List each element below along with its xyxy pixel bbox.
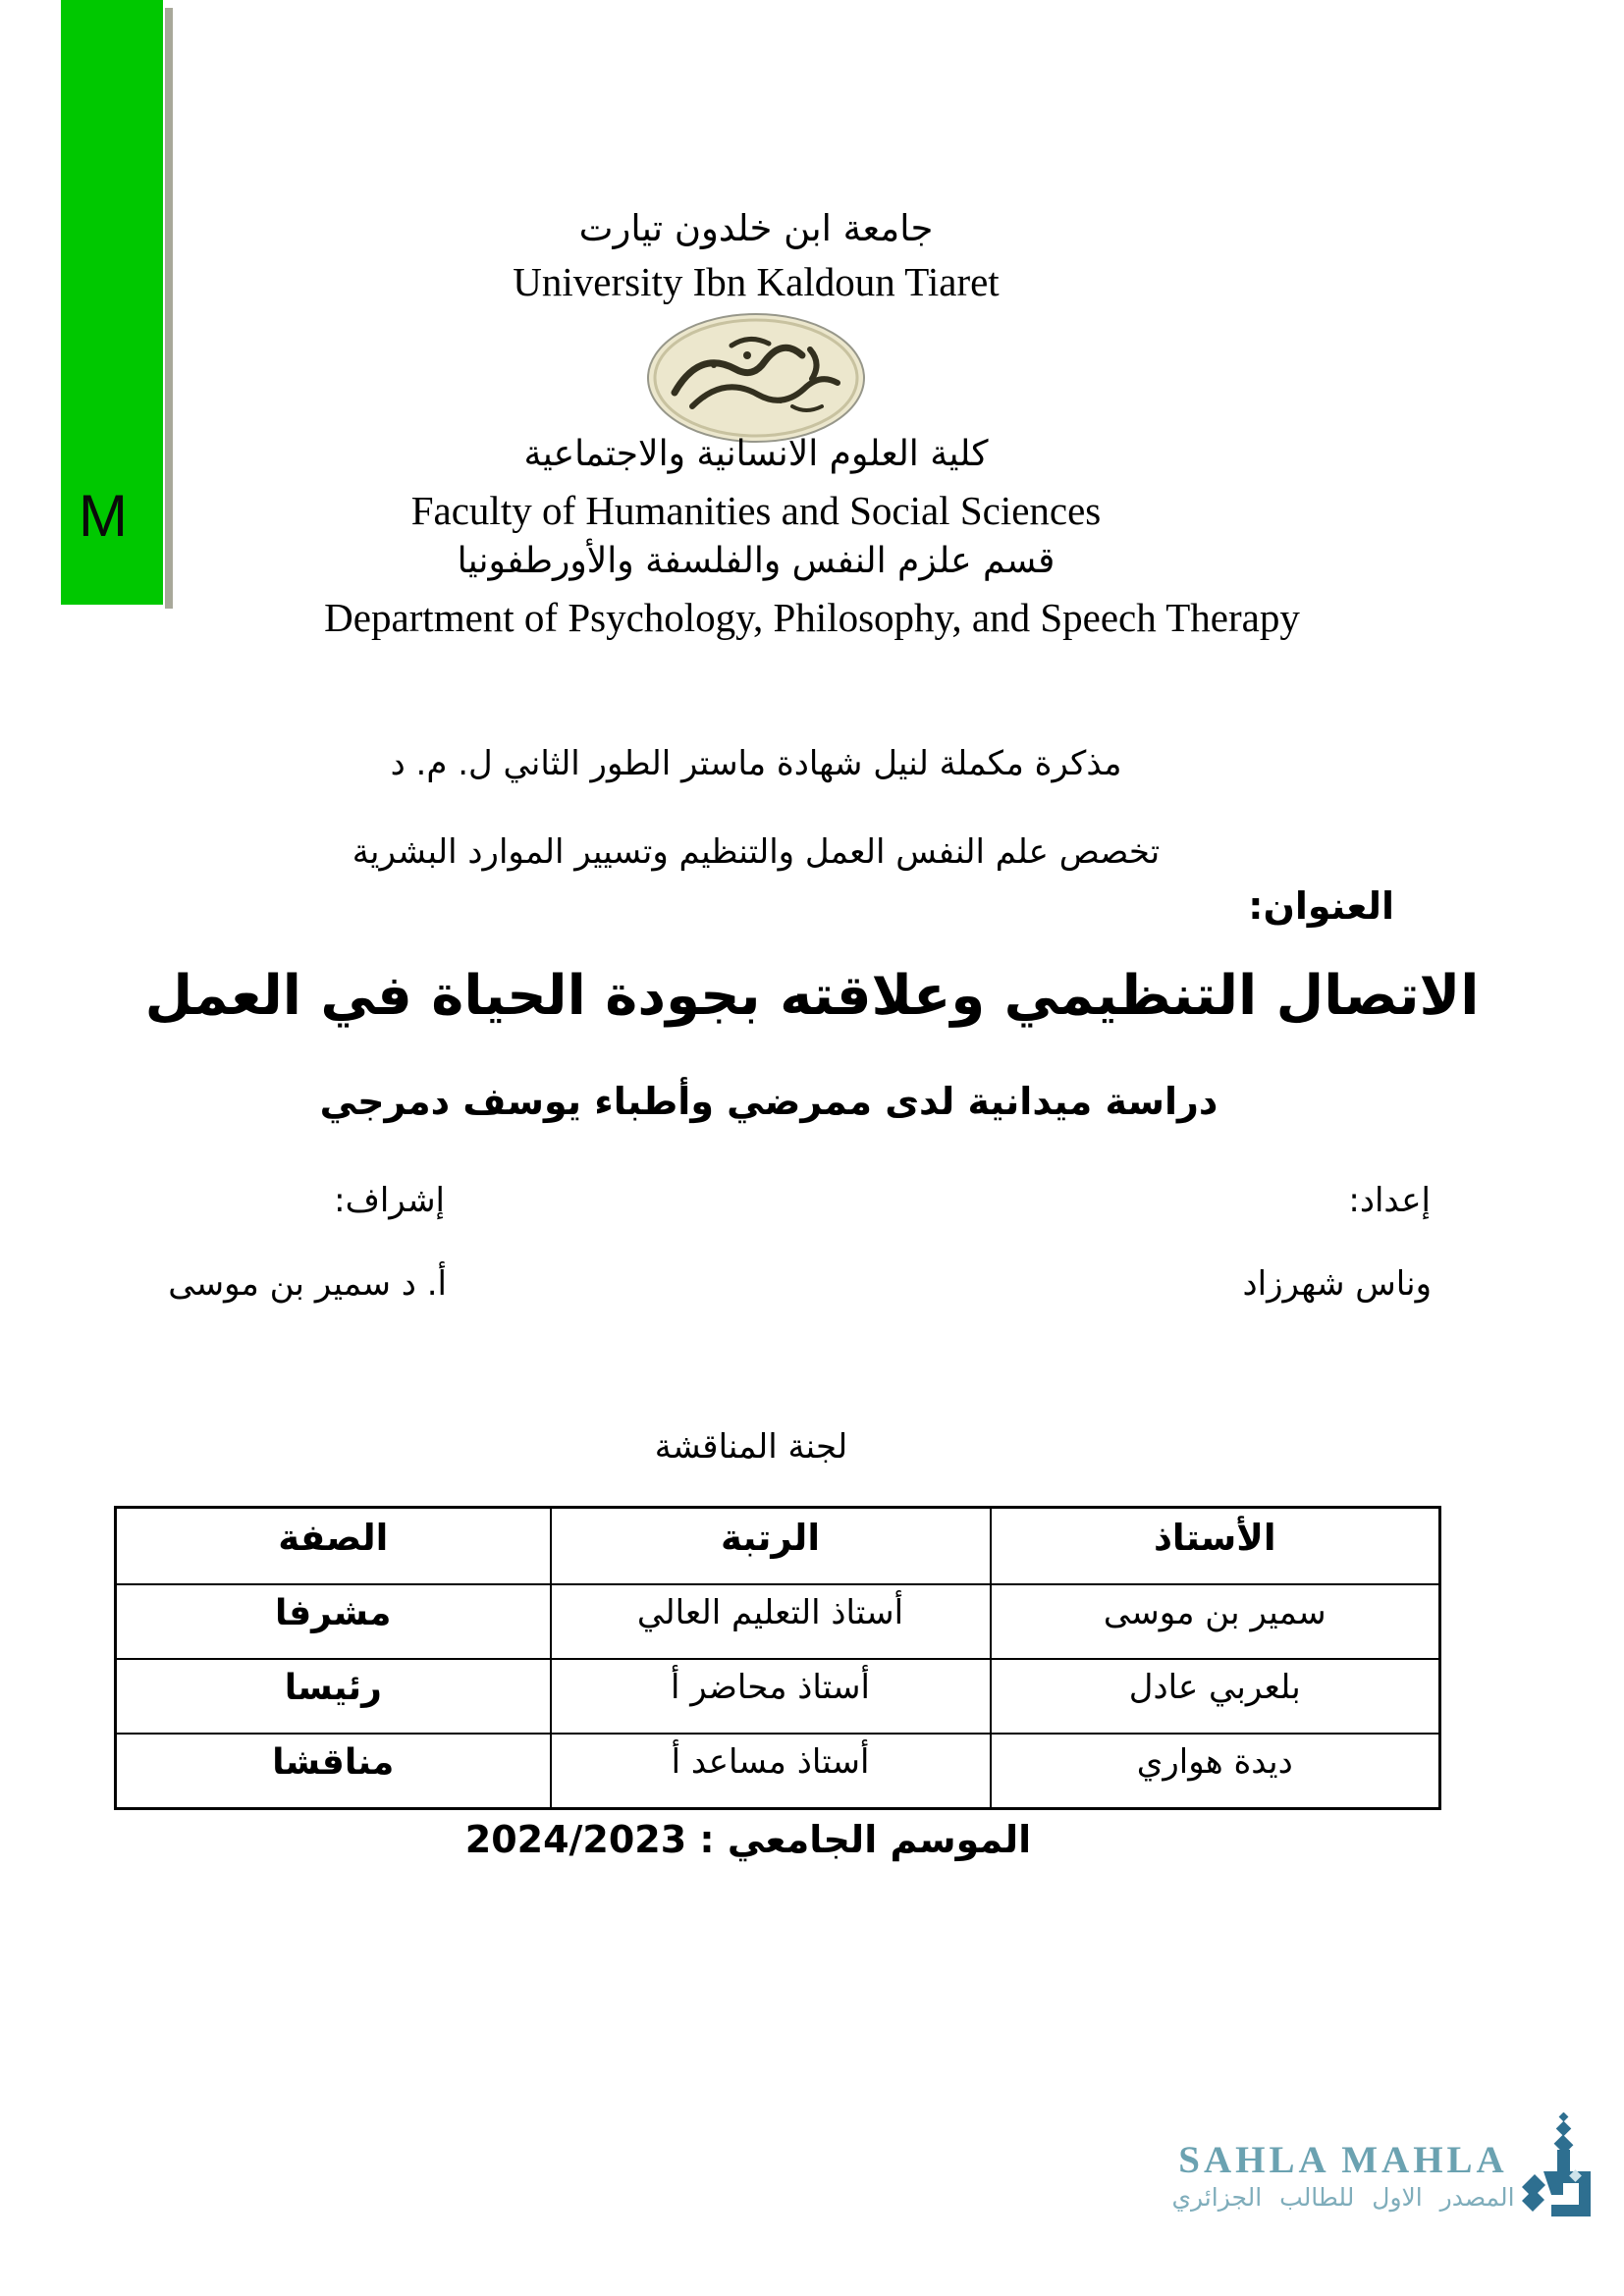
column-header-role: الصفة [116,1508,551,1585]
sahla-mahla-watermark [1170,2112,1612,2235]
professor-rank: أستاذ محاضر أ [551,1659,991,1734]
bookmark-letter: M [79,483,128,549]
watermark-brand: SAHLA MAHLA [1178,2139,1508,2181]
seal-image [645,310,867,446]
committee-header-row [116,1508,1440,1585]
title-label: العنوان: [1248,884,1394,928]
watermark-tagline: المصدر الاول للطالب الجزائري [1171,2183,1515,2212]
faculty-name-english: Faculty of Humanities and Social Sciences [410,488,1102,533]
university-name-arabic: جامعة ابن خلدون تيارت [578,207,934,249]
committee-table [114,1506,1441,1810]
table-row [116,1584,1440,1659]
university-seal-logo [645,310,867,446]
thesis-subtitle: دراسة ميدانية لدى ممرضي وأطباء يوسف دمرجي [319,1080,1218,1123]
committee-heading: لجنة المناقشة [654,1427,848,1467]
thesis-title: الاتصال التنظيمي وعلاقته بجودة الحياة في العمل [144,964,1480,1028]
department-name-arabic: قسم علزم النفس والفلسفة والأورطفونيا [457,541,1056,581]
thesis-type-line: مذكرة مكملة لنيل شهادة ماستر الطور الثاني ل. م. د [390,744,1122,783]
professor-rank: أستاذ التعليم العالي [551,1584,991,1659]
watermark-text-block [1170,2139,1516,2212]
professor-role: مناقشا [116,1734,551,1809]
supervisor-name: أ. د سمير بن موسى [168,1264,447,1304]
column-header-rank: الرتبة [551,1508,991,1585]
column-header-professor: الأستاذ [991,1508,1440,1585]
department-name-english: Department of Psychology, Philosophy, and Speech Therapy [324,595,1300,640]
professor-role: رئيسا [116,1659,551,1734]
thesis-specialty-line: تخصص علم النفس العمل والتنظيم وتسيير الموارد البشرية [352,832,1161,872]
student-name: وناس شهرزاد [1242,1264,1432,1304]
academic-year: الموسم الجامعي : 2024/2023 [464,1818,1032,1861]
university-name-english: University Ibn Kaldoun Tiaret [513,259,1000,304]
kufic-calligraphy-emblem-icon [1520,2112,1595,2224]
table-row [116,1734,1440,1809]
prepared-by-label: إعداد: [1348,1181,1431,1220]
professor-name: ديدة هواري [991,1734,1440,1809]
professor-name: سمير بن موسى [991,1584,1440,1659]
professor-name: بلعربي عادل [991,1659,1440,1734]
faculty-name-arabic: كلية العلوم الانسانية والاجتماعية [523,434,989,474]
table-row [116,1659,1440,1734]
professor-role: مشرفا [116,1584,551,1659]
supervised-by-label: إشراف: [334,1181,445,1220]
professor-rank: أستاذ مساعد أ [551,1734,991,1809]
